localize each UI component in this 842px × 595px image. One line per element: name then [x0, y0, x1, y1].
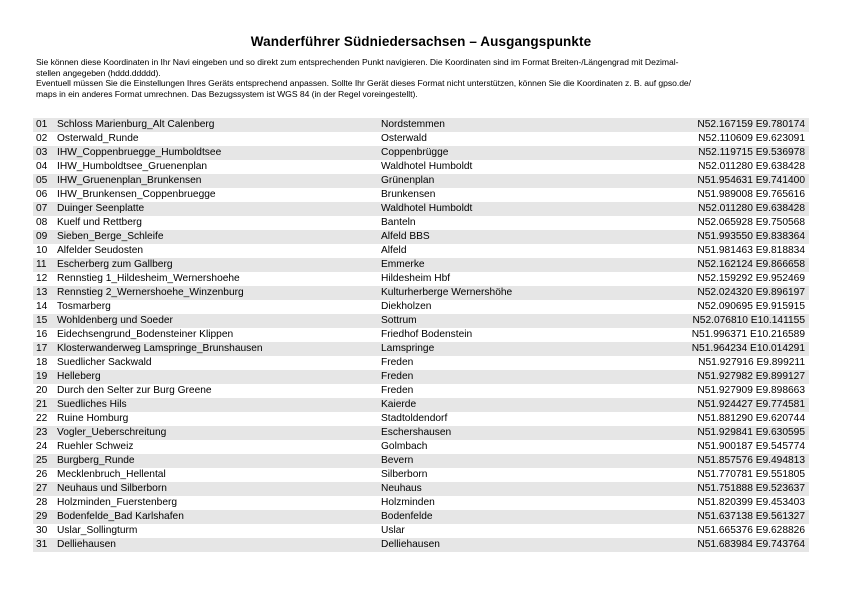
row-number: 06 [36, 189, 48, 200]
starting-points-table [33, 118, 809, 552]
table-row [33, 230, 809, 244]
table-row [33, 244, 809, 258]
route-name: IHW_Brunkensen_Coppenbruegge [57, 189, 216, 200]
coordinates: N52.167159 E9.780174 [697, 119, 805, 130]
table-row [33, 412, 809, 426]
coordinates: N51.927916 E9.899211 [698, 357, 805, 368]
coordinates: N51.989008 E9.765616 [697, 189, 805, 200]
table-row [33, 496, 809, 510]
table-row [33, 258, 809, 272]
coordinates: N51.900187 E9.545774 [697, 441, 805, 452]
table-row [33, 118, 809, 132]
coordinates: N51.929841 E9.630595 [697, 427, 805, 438]
start-place: Neuhaus [381, 483, 422, 494]
coordinates: N52.159292 E9.952469 [697, 273, 805, 284]
row-number: 31 [36, 539, 48, 550]
table-row [33, 202, 809, 216]
intro-text [36, 57, 806, 99]
coordinates: N52.090695 E9.915915 [697, 301, 805, 312]
intro-line: maps in ein anderes Format umrechnen. Das Bezugssystem ist WGS 84 (in der Regel voreingestellt). [36, 88, 418, 99]
coordinates: N51.964234 E10.014291 [691, 343, 805, 354]
table-row [33, 342, 809, 356]
route-name: Burgberg_Runde [57, 455, 135, 466]
start-place: Brunkensen [381, 189, 436, 200]
coordinates: N51.924427 E9.774581 [697, 399, 805, 410]
start-place: Waldhotel Humboldt [381, 161, 473, 172]
row-number: 10 [36, 245, 48, 256]
start-place: Silberborn [381, 469, 428, 480]
table-row [33, 174, 809, 188]
row-number: 25 [36, 455, 48, 466]
coordinates: N51.857576 E9.494813 [697, 455, 805, 466]
start-place: Kaierde [381, 399, 417, 410]
row-number: 24 [36, 441, 48, 452]
table-row [33, 132, 809, 146]
row-number: 19 [36, 371, 48, 382]
route-name: Bodenfelde_Bad Karlshafen [57, 511, 184, 522]
start-place: Eschershausen [381, 427, 452, 438]
table-row [33, 286, 809, 300]
coordinates: N51.927982 E9.899127 [697, 371, 805, 382]
start-place: Bevern [381, 455, 414, 466]
intro-line: stellen angegeben (hddd.ddddd). [36, 67, 161, 78]
start-place: Freden [381, 371, 414, 382]
row-number: 12 [36, 273, 48, 284]
start-place: Kulturherberge Wernershöhe [381, 287, 513, 298]
row-number: 20 [36, 385, 48, 396]
row-number: 18 [36, 357, 48, 368]
start-place: Lamspringe [381, 343, 435, 354]
route-name: Suedlicher Sackwald [57, 357, 152, 368]
table-row [33, 370, 809, 384]
intro-line: Eventuell müssen Sie die Einstellungen Ihres Geräts entsprechend anpassen. Sollte Ihr Gerät dieses Format nicht unterstützen, können Sie die Koordinaten z. B. auf gpso.de/ [36, 78, 691, 89]
coordinates: N52.011280 E9.638428 [698, 161, 805, 172]
start-place: Freden [381, 357, 414, 368]
route-name: Vogler_Ueberschreitung [57, 427, 167, 438]
row-number: 01 [36, 119, 48, 130]
row-number: 21 [36, 399, 48, 410]
coordinates: N52.119715 E9.536978 [698, 147, 805, 158]
coordinates: N51.927909 E9.898663 [697, 385, 805, 396]
table-row [33, 538, 809, 552]
coordinates: N52.076810 E10.141155 [692, 315, 805, 326]
route-name: Wohldenberg und Soeder [57, 315, 173, 326]
row-number: 15 [36, 315, 48, 326]
row-number: 07 [36, 203, 48, 214]
row-number: 08 [36, 217, 48, 228]
route-name: Delliehausen [57, 539, 116, 550]
route-name: Escherberg zum Gallberg [57, 259, 173, 270]
row-number: 30 [36, 525, 48, 536]
start-place: Delliehausen [381, 539, 440, 550]
table-row [33, 160, 809, 174]
start-place: Holzminden [381, 497, 435, 508]
coordinates: N52.110609 E9.623091 [698, 133, 805, 144]
row-number: 14 [36, 301, 48, 312]
route-name: Rennstieg 2_Wernershoehe_Winzenburg [57, 287, 244, 298]
row-number: 04 [36, 161, 48, 172]
route-name: Ruehler Schweiz [57, 441, 134, 452]
table-row [33, 440, 809, 454]
route-name: Suedliches Hils [57, 399, 127, 410]
route-name: Osterwald_Runde [57, 133, 139, 144]
start-place: Alfeld [381, 245, 407, 256]
row-number: 02 [36, 133, 48, 144]
row-number: 09 [36, 231, 48, 242]
route-name: Alfelder Seudosten [57, 245, 144, 256]
coordinates: N51.954631 E9.741400 [697, 175, 805, 186]
route-name: Uslar_Sollingturm [57, 525, 138, 536]
row-number: 16 [36, 329, 48, 340]
coordinates: N51.770781 E9.551805 [697, 469, 805, 480]
route-name: Holzminden_Fuerstenberg [57, 497, 178, 508]
coordinates: N52.065928 E9.750568 [697, 217, 805, 228]
coordinates: N51.981463 E9.818834 [697, 245, 805, 256]
start-place: Coppenbrügge [381, 147, 449, 158]
route-name: Klosterwanderweg Lamspringe_Brunshausen [57, 343, 263, 354]
row-number: 03 [36, 147, 48, 158]
coordinates: N51.820399 E9.453403 [697, 497, 805, 508]
route-name: Mecklenbruch_Hellental [57, 469, 166, 480]
start-place: Friedhof Bodenstein [381, 329, 473, 340]
start-place: Hildesheim Hbf [381, 273, 451, 284]
row-number: 29 [36, 511, 48, 522]
document-title: Wanderführer Südniedersachsen – Ausgangspunkte [250, 34, 592, 49]
table-row [33, 272, 809, 286]
row-number: 13 [36, 287, 48, 298]
coordinates: N52.024320 E9.896197 [697, 287, 805, 298]
coordinates: N52.162124 E9.866658 [697, 259, 805, 270]
coordinates: N51.996371 E10.216589 [691, 329, 805, 340]
start-place: Diekholzen [381, 301, 432, 312]
table-row [33, 482, 809, 496]
table-row [33, 146, 809, 160]
row-number: 26 [36, 469, 48, 480]
intro-line: Sie können diese Koordinaten in Ihr Navi eingeben und so direkt zum entsprechenden Punkt navigieren. Die Koordinaten sind im Format Breiten-/Längengrad mit Dezimal- [36, 57, 679, 67]
table-row [33, 524, 809, 538]
start-place: Uslar [381, 525, 405, 536]
table-row [33, 468, 809, 482]
route-name: Duinger Seenplatte [57, 203, 145, 214]
row-number: 22 [36, 413, 48, 424]
start-place: Bodenfelde [381, 511, 433, 522]
route-name: Helleberg [57, 371, 101, 382]
route-name: Tosmarberg [57, 301, 111, 312]
coordinates: N51.665376 E9.628826 [697, 525, 805, 536]
table-row [33, 398, 809, 412]
table-row [33, 454, 809, 468]
start-place: Waldhotel Humboldt [381, 203, 473, 214]
coordinates: N51.751888 E9.523637 [697, 483, 805, 494]
start-place: Sottrum [381, 315, 417, 326]
start-place: Golmbach [381, 441, 428, 452]
route-name: Rennstieg 1_Hildesheim_Wernershoehe [57, 273, 240, 284]
coordinates: N52.011280 E9.638428 [698, 203, 805, 214]
start-place: Nordstemmen [381, 119, 445, 130]
route-name: IHW_Coppenbruegge_Humboldtsee [57, 147, 222, 158]
row-number: 23 [36, 427, 48, 438]
route-name: IHW_Humboldtsee_Gruenenplan [57, 161, 208, 172]
table-row [33, 426, 809, 440]
table-row [33, 384, 809, 398]
coordinates: N51.683984 E9.743764 [697, 539, 805, 550]
route-name: Kuelf und Rettberg [57, 217, 142, 228]
route-name: Durch den Selter zur Burg Greene [57, 385, 212, 396]
row-number: 28 [36, 497, 48, 508]
table-row [33, 510, 809, 524]
start-place: Osterwald [381, 133, 427, 144]
coordinates: N51.993550 E9.838364 [697, 231, 805, 242]
table-row [33, 188, 809, 202]
coordinates: N51.637138 E9.561327 [697, 511, 805, 522]
table-row [33, 314, 809, 328]
coordinates: N51.881290 E9.620744 [697, 413, 805, 424]
route-name: Schloss Marienburg_Alt Calenberg [57, 119, 215, 130]
route-name: Neuhaus und Silberborn [57, 483, 167, 494]
table-row [33, 216, 809, 230]
route-name: Ruine Homburg [57, 413, 129, 424]
start-place: Grünenplan [381, 175, 435, 186]
start-place: Emmerke [381, 259, 425, 270]
row-number: 11 [36, 259, 47, 270]
row-number: 05 [36, 175, 48, 186]
start-place: Freden [381, 385, 414, 396]
route-name: IHW_Gruenenplan_Brunkensen [57, 175, 202, 186]
start-place: Banteln [381, 217, 416, 228]
table-row [33, 328, 809, 342]
start-place: Alfeld BBS [381, 231, 430, 242]
table-row [33, 300, 809, 314]
row-number: 27 [36, 483, 48, 494]
table-row [33, 356, 809, 370]
route-name: Sieben_Berge_Schleife [57, 231, 164, 242]
route-name: Eidechsengrund_Bodensteiner Klippen [57, 329, 234, 340]
row-number: 17 [36, 343, 48, 354]
start-place: Stadtoldendorf [381, 413, 448, 424]
